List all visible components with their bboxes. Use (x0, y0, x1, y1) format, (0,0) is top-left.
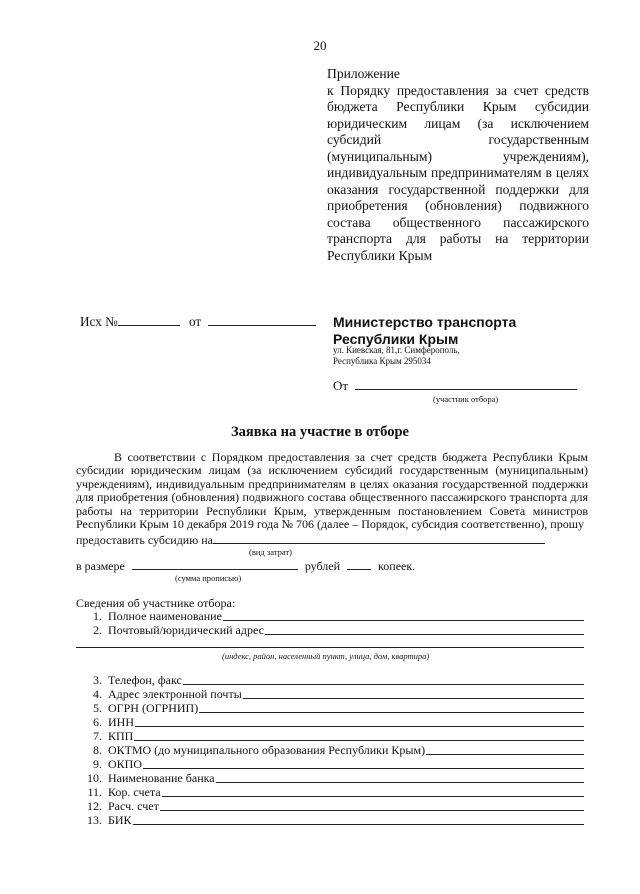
amount-note: (сумма прописью) (175, 573, 242, 583)
recipient-name: Министерство транспорта Республики Крым (333, 314, 517, 347)
intro-paragraph: В соответствии с Порядком предоставления за счет средств бюджета Республики Крым субсидии юридическим лицам (за исключением субсидий государственным (муниципальным) учреждениям), индивидуальным предпринимателям в целях оказания государственной поддержки для приобретения (обновления) подвижного состава общественного пассажирского транспорта для работы на территории Республики Крым, утвержденным постановлением Совета министров Республики Крым 10 декабря 2019 года № 706 (далее – Порядок, субсидия соответственно), прошу (76, 450, 588, 532)
kopecks-label: копеек. (378, 559, 416, 573)
outgoing-date-field[interactable] (208, 314, 316, 326)
outgoing-number-label: Исх № (80, 314, 118, 329)
from-label: От (333, 378, 349, 393)
amount-row (76, 558, 415, 574)
rubles-label: рублей (304, 559, 341, 573)
amount-field[interactable] (132, 558, 298, 570)
phone-field[interactable] (183, 674, 584, 685)
participant-item-full-name: 1. Полное наименование (80, 610, 584, 623)
from-field[interactable] (355, 378, 577, 390)
inn-field[interactable] (135, 716, 584, 727)
address-continuation-line[interactable] (76, 647, 584, 648)
ogrn-field[interactable] (199, 702, 584, 713)
address-field[interactable] (265, 624, 584, 635)
cost-type-note: (вид затрат) (249, 547, 292, 557)
kpp-field[interactable] (134, 730, 584, 741)
subsidy-request-row (76, 532, 545, 548)
settlement-account-field[interactable] (160, 800, 584, 811)
appendix-block (327, 66, 589, 264)
outgoing-number-row (80, 314, 316, 330)
participant-item-inn: 6. ИНН (80, 716, 584, 729)
participant-item-bik: 13. БИК (80, 814, 584, 827)
participant-item-email: 4. Адрес электронной почты (80, 688, 584, 701)
email-field[interactable] (243, 688, 584, 699)
participant-item-address: 2. Почтовый/юридический адрес (80, 624, 584, 637)
document-title: Заявка на участие в отборе (231, 424, 409, 440)
recipient-address (333, 345, 460, 367)
participant-item-settlement-account: 12. Расч. счет (80, 800, 584, 813)
amount-label: в размере (76, 559, 125, 573)
participant-item-okpo: 9. ОКПО (80, 758, 584, 771)
participant-heading: Сведения об участнике отбора: (76, 596, 236, 610)
kopecks-field[interactable] (347, 558, 371, 570)
outgoing-number-field[interactable] (118, 314, 180, 326)
participant-item-phone: 3. Телефон, факс (80, 674, 584, 687)
participant-item-corr-account: 11. Кор. счета (80, 786, 584, 799)
corr-account-field[interactable] (162, 786, 584, 797)
participant-item-kpp: 7. КПП (80, 730, 584, 743)
from-note: (участник отбора) (433, 394, 499, 404)
okpo-field[interactable] (143, 758, 584, 769)
page-number: 20 (313, 38, 327, 53)
participant-item-oktmo: 8. ОКТМО (до муниципального образования Республики Крым) (80, 744, 584, 757)
outgoing-date-label: от (188, 314, 202, 329)
full-name-field[interactable] (223, 610, 584, 621)
bik-field[interactable] (133, 814, 584, 825)
participant-item-bank-name: 10. Наименование банка (80, 772, 584, 785)
participant-item-ogrn: 5. ОГРН (ОГРНИП) (80, 702, 584, 715)
subsidy-cost-field[interactable] (213, 532, 545, 544)
appendix-heading: Приложение (327, 66, 400, 81)
bank-name-field[interactable] (216, 772, 584, 783)
address-note: (индекс, район, населенный пункт, улица, дом, квартира) (222, 651, 430, 661)
recipient-address-line2: Республика Крым 295034 (333, 356, 431, 366)
from-row (333, 378, 577, 394)
recipient-address-line1: ул. Киевская, 81,г. Симферополь, (333, 345, 460, 355)
oktmo-field[interactable] (426, 744, 584, 755)
appendix-text: к Порядку предоставления за счет средств бюджета Республики Крым субсидии юридическим лицам (за исключением субсидий государственным (муниципальным) учреждениям), индивидуальным предпринимателям в целях оказания государственной поддержки для приобретения (обновления) подвижного состава общественного пассажирского транспорта для работы на территории Республики Крым (327, 82, 589, 263)
subsidy-request-label: предоставить субсидию на (76, 533, 213, 547)
